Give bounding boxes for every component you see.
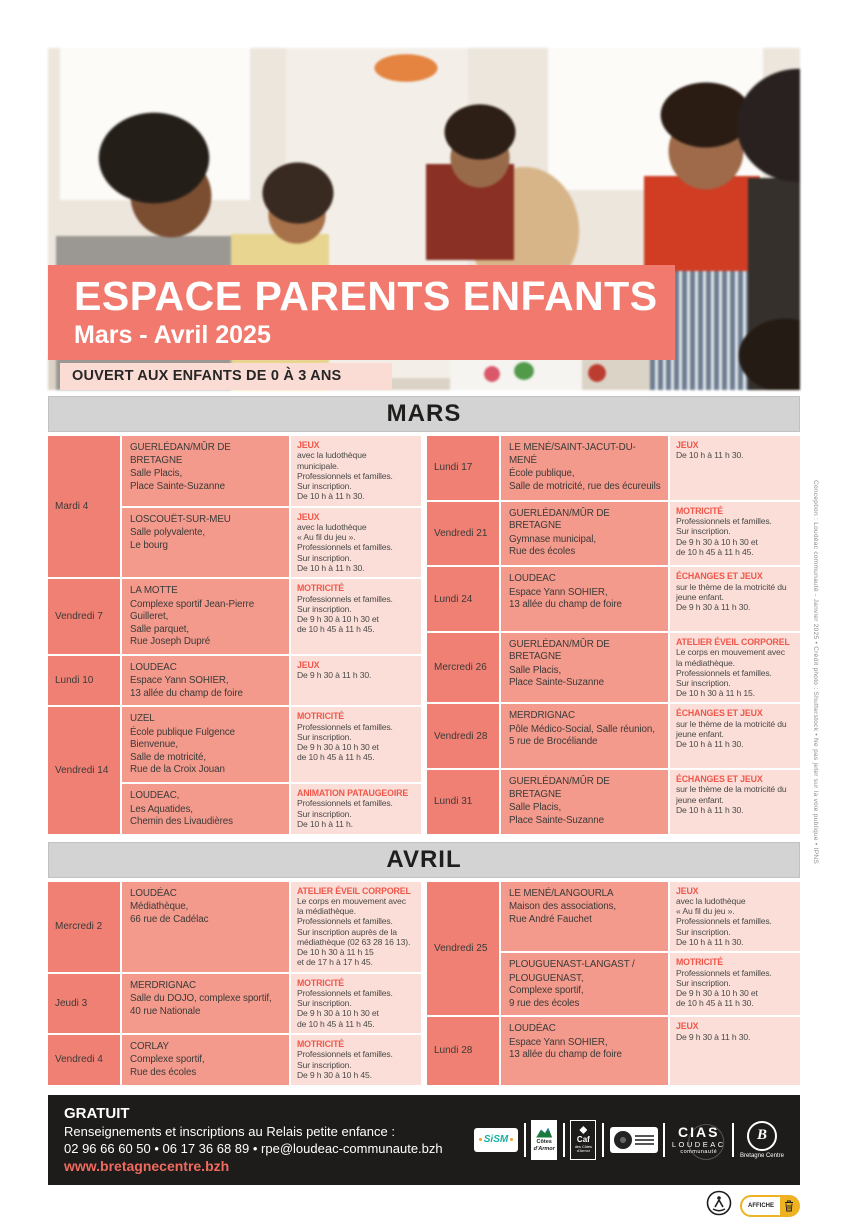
- activity-cell: [670, 567, 800, 631]
- activity-title: MOTRICITÉ: [297, 1038, 345, 1049]
- activity-line: la médiathèque.: [297, 906, 356, 917]
- activity-cell: [670, 1017, 800, 1084]
- location-name: LOUDEAC: [509, 573, 556, 585]
- logo-dot: [479, 1138, 482, 1141]
- age-note-strip: OUVERT AUX ENFANTS DE 0 À 3 ANS: [60, 363, 392, 390]
- location-cell: [501, 882, 668, 952]
- schedule-entry: [122, 784, 421, 834]
- affiche-label: AFFICHE: [742, 1197, 780, 1215]
- activity-line: De 10 h à 11 h.: [297, 818, 353, 829]
- partner-emblem-icon: [614, 1131, 632, 1149]
- location-name: GUERLÉDAN/MÛR DE BRETAGNE: [509, 775, 610, 800]
- activity-line: avec la ludothèque: [297, 450, 367, 461]
- page-title: ESPACE PARENTS ENFANTS: [74, 273, 658, 319]
- bretagne-monogram: B: [756, 1127, 767, 1143]
- location-line: Rue André Fauchet: [509, 913, 592, 925]
- schedule-entry: [122, 1035, 421, 1085]
- activity-title: ATELIER ÉVEIL CORPOREL: [676, 636, 790, 647]
- location-line: Rue des écoles: [509, 546, 576, 558]
- row-entries: [122, 656, 421, 706]
- schedule-entry: [501, 567, 800, 631]
- location-line: Les Aquatides,: [130, 803, 193, 815]
- location-line: 13 allée du champ de foire: [130, 687, 243, 699]
- logo-text-bar: [635, 1135, 654, 1137]
- schedule-column: [427, 436, 800, 834]
- activity-line: De 10 h à 11 h 30.: [676, 450, 744, 461]
- schedule-column: [48, 436, 421, 834]
- activity-line: « Au fil du jeu ».: [676, 906, 735, 917]
- schedule-row: [427, 770, 800, 834]
- location-name: GUERLÉDAN/MÛR DE BRETAGNE: [130, 442, 231, 466]
- activity-title: ÉCHANGES ET JEUX: [676, 708, 763, 719]
- activity-cell: [670, 770, 800, 834]
- activity-line: De 10 h 30 à 11 h 15: [297, 947, 374, 958]
- side-credit-text: Conception : Loudéac communauté - Janvier 2025 • Crédit photo : Shutterstock • Ne pas jeter sur la voie publique • IPNS: [812, 480, 819, 864]
- activity-line: Le corps en mouvement avec: [676, 647, 785, 658]
- activity-cell: [291, 579, 421, 654]
- activity-line: Sur inscription.: [297, 552, 352, 563]
- activity-line: municipale.: [297, 460, 339, 471]
- activity-line: Sur inscription.: [676, 526, 731, 537]
- activity-line: jeune enfant.: [676, 729, 724, 740]
- schedule-entry: [501, 953, 800, 1015]
- recycling-icons-row: [48, 1191, 800, 1221]
- activity-line: de 10 h 45 à 11 h 30.: [676, 998, 754, 1009]
- location-cell: [122, 707, 289, 782]
- activity-line: De 9 h 30 à 10 h 30 et: [297, 742, 379, 753]
- activity-line: jeune enfant.: [676, 591, 724, 602]
- schedule-row: [427, 704, 800, 768]
- activity-line: « Au fil du jeu ».: [297, 532, 356, 543]
- location-line: Rue Joseph Dupré: [130, 636, 211, 648]
- activity-cell: [670, 953, 800, 1015]
- location-cell: [501, 704, 668, 768]
- activity-cell: [291, 784, 421, 834]
- date-cell: Vendredi 14: [48, 707, 120, 833]
- activity-line: Sur inscription.: [297, 1059, 352, 1070]
- location-cell: [122, 882, 289, 972]
- activity-line: De 10 h à 11 h 30.: [676, 936, 744, 947]
- location-name: LE MENÉ/LANGOURLA: [509, 887, 614, 899]
- cotes-armor-label: Côtes: [536, 1138, 552, 1145]
- row-entries: [501, 770, 800, 834]
- location-line: 5 rue de Brocéliande: [509, 736, 598, 748]
- location-line: Salle parquet,: [130, 623, 190, 635]
- location-line: Chemin des Livaudières: [130, 816, 233, 828]
- location-cell: [122, 974, 289, 1033]
- location-line: Espace Yann SOHIER,: [509, 1036, 608, 1048]
- location-line: Espace Yann SOHIER,: [509, 586, 608, 598]
- location-cell: [122, 656, 289, 706]
- activity-cell: [291, 656, 421, 706]
- header-photo: [48, 48, 800, 390]
- row-entries: [122, 707, 421, 833]
- activity-title: JEUX: [297, 511, 320, 522]
- bretagne-centre-label: Bretagne Centre: [739, 1152, 784, 1159]
- location-line: Salle du DOJO, complexe sportif,: [130, 993, 272, 1005]
- activity-line: Professionnels et familles.: [297, 470, 393, 481]
- activity-line: Professionnels et familles.: [676, 967, 772, 978]
- location-cell: [122, 508, 289, 578]
- schedule-row: [427, 882, 800, 1016]
- activity-line: de 10 h 45 à 11 h 45.: [297, 1018, 375, 1029]
- activity-line: sur le thème de la motricité du: [676, 581, 787, 592]
- bretagne-centre-monogram-icon: [747, 1121, 777, 1151]
- date-cell: Lundi 24: [427, 567, 499, 631]
- activity-line: Sur inscription.: [676, 977, 731, 988]
- date-cell: Mercredi 2: [48, 882, 120, 972]
- activity-line: avec la ludothèque: [297, 522, 367, 532]
- location-line: Place Sainte-Suzanne: [509, 814, 604, 826]
- location-name: PLOUGUENAST-LANGAST /: [509, 959, 635, 971]
- website-link: www.bretagnecentre.bzh: [64, 1158, 230, 1174]
- schedule-entry: [501, 882, 800, 952]
- activity-title: JEUX: [676, 1021, 699, 1032]
- activity-line: De 10 h à 11 h 30.: [676, 739, 744, 750]
- date-cell: Jeudi 3: [48, 974, 120, 1033]
- footer-contact-block: [64, 1105, 464, 1174]
- partner-badge-logo: [610, 1127, 658, 1153]
- activity-line: Sur inscription auprès de la: [297, 926, 397, 937]
- schedule-entry: [122, 707, 421, 782]
- activity-line: sur le thème de la motricité du: [676, 718, 787, 729]
- location-line: Place Sainte-Suzanne: [130, 480, 225, 492]
- location-line: Salle de motricité, rue des écureuils: [509, 480, 661, 492]
- activity-line: Sur inscription.: [676, 926, 731, 937]
- activity-title: JEUX: [297, 659, 320, 670]
- activity-line: de 10 h 45 à 11 h 45.: [297, 624, 375, 635]
- month-section-avril: [48, 842, 800, 1085]
- schedule-column: [48, 882, 421, 1085]
- date-cell: Vendredi 7: [48, 579, 120, 654]
- activity-line: De 9 h 30 à 11 h 30.: [297, 670, 372, 681]
- activity-line: De 9 h 30 à 10 h 30 et: [297, 613, 379, 624]
- schedule-entry: [122, 508, 421, 578]
- activity-line: médiathèque (02 63 28 16 13).: [297, 936, 411, 947]
- location-name: GUERLÉDAN/MÛR DE BRETAGNE: [509, 638, 610, 663]
- activity-line: Professionnels et familles.: [676, 916, 772, 927]
- row-entries: [501, 1017, 800, 1084]
- schedule-row: [48, 974, 421, 1033]
- date-cell: Lundi 28: [427, 1017, 499, 1084]
- cotes-armor-label: d'Armor: [533, 1145, 555, 1152]
- date-cell: Lundi 10: [48, 656, 120, 706]
- caf-logo: [570, 1120, 596, 1160]
- location-cell: [122, 579, 289, 654]
- activity-line: avec la ludothèque: [676, 896, 746, 907]
- date-cell: Lundi 31: [427, 770, 499, 834]
- activity-line: De 9 h 30 à 10 h 30 et: [676, 988, 758, 999]
- location-line: 40 rue Nationale: [130, 1005, 201, 1017]
- schedule-row: [48, 579, 421, 654]
- bretagne-centre-logo: [740, 1121, 784, 1159]
- activity-line: Professionnels et familles.: [676, 667, 772, 678]
- activity-title: ATELIER ÉVEIL CORPOREL: [297, 885, 411, 896]
- month-title-bar: MARS: [48, 396, 800, 432]
- schedule-entry: [501, 633, 800, 703]
- location-name: CORLAY: [130, 1040, 169, 1052]
- activity-cell: [670, 633, 800, 703]
- activity-line: sur le thème de la motricité du: [676, 784, 787, 795]
- caf-logo-sublabel: des Côtes d'Armor: [574, 1145, 592, 1153]
- info-line: Renseignements et inscriptions au Relais petite enfance :: [64, 1124, 395, 1139]
- schedule-entry: [122, 656, 421, 706]
- location-line: Complexe sportif,: [509, 985, 584, 997]
- location-line: Rue des écoles: [130, 1066, 197, 1078]
- activity-line: Professionnels et familles.: [297, 798, 393, 809]
- location-name: UZEL: [130, 713, 155, 725]
- partner-text-lines: [635, 1135, 654, 1145]
- activity-title: MOTRICITÉ: [676, 505, 724, 516]
- activity-cell: [670, 436, 800, 500]
- month-section-mars: [48, 396, 800, 834]
- activity-cell: [670, 502, 800, 566]
- location-cell: [122, 784, 289, 834]
- location-line: Salle Placis,: [130, 468, 183, 480]
- location-cell: [122, 1035, 289, 1085]
- date-cell: Vendredi 4: [48, 1035, 120, 1085]
- location-line: Médiathèque,: [130, 901, 189, 913]
- activity-cell: [291, 508, 421, 578]
- schedule-row: [427, 1017, 800, 1084]
- location-cell: [501, 770, 668, 834]
- logo-separator: [524, 1123, 526, 1157]
- schedule-entry: [501, 502, 800, 566]
- activity-title: ANIMATION PATAUGEOIRE: [297, 788, 409, 798]
- activity-title: MOTRICITÉ: [297, 977, 345, 988]
- schedule-row: [427, 633, 800, 703]
- logo-separator: [563, 1123, 565, 1157]
- activity-title: MOTRICITÉ: [297, 583, 345, 594]
- schedule-entry: [501, 770, 800, 834]
- date-cell: Mercredi 26: [427, 633, 499, 703]
- location-line: École publique Fulgence Bienvenue,: [130, 726, 235, 751]
- activity-title: ÉCHANGES ET JEUX: [676, 571, 763, 582]
- location-name: MERDRIGNAC: [130, 979, 196, 991]
- location-name: LOUDEAC,: [130, 790, 180, 801]
- location-name: LOUDÉAC: [130, 887, 177, 899]
- logo-separator: [602, 1123, 604, 1157]
- activity-line: Sur inscription.: [676, 677, 731, 688]
- location-line: Salle Placis,: [509, 664, 562, 676]
- location-name: LOSCOUËT-SUR-MEU: [130, 513, 231, 525]
- row-entries: [501, 882, 800, 1016]
- location-cell: [501, 567, 668, 631]
- activity-line: Professionnels et familles.: [297, 721, 393, 732]
- activity-line: De 10 h à 11 h 30.: [676, 804, 744, 815]
- activity-line: Le corps en mouvement avec: [297, 896, 406, 907]
- cias-logo-label: CIAS: [678, 1124, 720, 1140]
- date-cell: Vendredi 21: [427, 502, 499, 566]
- location-line: 9 rue des écoles: [509, 997, 580, 1009]
- activity-line: Sur inscription.: [297, 481, 352, 492]
- cotes-armor-graphic: [536, 1128, 552, 1138]
- location-cell: [122, 436, 289, 506]
- activity-line: et de 17 h à 17 h 45.: [297, 957, 373, 968]
- activity-cell: [670, 882, 800, 952]
- activity-line: De 9 h 30 à 10 h 30 et: [297, 1008, 379, 1019]
- free-label: GRATUIT: [64, 1105, 130, 1122]
- schedule-row: [427, 567, 800, 631]
- location-line: 66 rue de Cadélac: [130, 913, 209, 925]
- location-line: Le bourg: [130, 539, 168, 551]
- location-line: École publique,: [509, 468, 575, 480]
- activity-line: Professionnels et familles.: [297, 542, 393, 553]
- date-cell: Lundi 17: [427, 436, 499, 500]
- affiche-sorting-badge: [740, 1195, 800, 1217]
- location-cell: [501, 436, 668, 500]
- row-entries: [501, 704, 800, 768]
- location-name: LA MOTTE: [130, 585, 178, 597]
- activity-line: De 9 h 30 à 10 h 30 et: [676, 536, 758, 547]
- trash-bin-icon: [780, 1200, 798, 1212]
- location-name: GUERLÉDAN/MÛR DE BRETAGNE: [509, 507, 610, 532]
- page-subtitle: Mars - Avril 2025: [74, 321, 271, 350]
- row-entries: [122, 882, 421, 972]
- activity-line: de 10 h 45 à 11 h 45.: [676, 546, 754, 557]
- activity-line: la médiathèque.: [676, 657, 735, 668]
- contact-line: 02 96 66 60 50 • 06 17 36 68 89 • rpe@loudeac-communaute.bzh: [64, 1141, 443, 1156]
- activity-line: De 10 h 30 à 11 h 15.: [676, 688, 755, 699]
- activity-line: de 10 h 45 à 11 h 45.: [297, 752, 375, 763]
- activity-line: Sur inscription.: [297, 603, 352, 614]
- footer-bar: [48, 1095, 800, 1185]
- schedule-entry: [501, 436, 800, 500]
- location-name: LOUDÉAC: [509, 1023, 556, 1035]
- location-line: Salle polyvalente,: [130, 527, 205, 539]
- location-cell: [501, 502, 668, 566]
- row-entries: [501, 436, 800, 500]
- location-line: Salle de motricité,: [130, 751, 206, 763]
- logo-dot: [510, 1138, 513, 1141]
- activity-cell: [291, 1035, 421, 1085]
- location-line: Maison des associations,: [509, 901, 617, 913]
- location-cell: [501, 1017, 668, 1084]
- location-line: Complexe sportif,: [130, 1054, 205, 1066]
- activity-cell: [291, 707, 421, 782]
- activity-title: JEUX: [676, 440, 699, 450]
- month-columns: [48, 882, 800, 1085]
- schedule-row: [48, 1035, 421, 1085]
- cias-logo-label: LOUDEAC: [671, 1140, 726, 1149]
- activity-line: Professionnels et familles.: [297, 593, 393, 604]
- location-line: Rue de la Croix Jouan: [130, 764, 225, 776]
- location-line: Espace Yann SOHIER,: [130, 675, 229, 687]
- schedule-column: [427, 882, 800, 1085]
- schedule-row: [427, 436, 800, 500]
- activity-line: De 10 h à 11 h 30.: [297, 562, 365, 573]
- cias-logo-label: communauté: [680, 1149, 718, 1155]
- date-cell: Mardi 4: [48, 436, 120, 577]
- activity-title: JEUX: [676, 885, 699, 896]
- location-line: Salle Placis,: [509, 802, 562, 814]
- schedule-entry: [501, 1017, 800, 1084]
- location-line: 13 allée du champ de foire: [509, 1049, 622, 1061]
- schedule-row: [48, 436, 421, 577]
- activity-line: De 10 h à 11 h 30.: [297, 491, 365, 502]
- activity-title: MOTRICITÉ: [297, 711, 345, 722]
- republique-emblem-icon: [579, 1126, 587, 1134]
- row-entries: [122, 974, 421, 1033]
- activity-line: Sur inscription.: [297, 808, 352, 819]
- location-cell: [501, 953, 668, 1015]
- date-cell: Vendredi 28: [427, 704, 499, 768]
- row-entries: [122, 579, 421, 654]
- activity-line: Professionnels et familles.: [297, 916, 393, 927]
- activity-line: jeune enfant.: [676, 794, 724, 805]
- location-line: 13 allée du champ de foire: [509, 599, 622, 611]
- caf-logo-label: Caf: [576, 1135, 590, 1144]
- location-line: Place Sainte-Suzanne: [509, 677, 604, 689]
- location-line: PLOUGUENAST,: [509, 972, 584, 984]
- location-line: Gymnase municipal,: [509, 533, 596, 545]
- schedule-row: [48, 882, 421, 972]
- row-entries: [122, 1035, 421, 1085]
- activity-line: Sur inscription.: [297, 998, 352, 1009]
- schedule-entry: [122, 882, 421, 972]
- logo-separator: [663, 1123, 665, 1157]
- schedule-entry: [122, 436, 421, 506]
- logo-text-bar: [635, 1143, 654, 1145]
- row-entries: [501, 502, 800, 566]
- date-cell: Vendredi 25: [427, 882, 499, 1016]
- cotes-armor-logo: [531, 1120, 557, 1160]
- row-entries: [501, 633, 800, 703]
- schedule-row: [48, 707, 421, 833]
- activity-cell: [291, 974, 421, 1033]
- location-name: LE MENÉ/SAINT-JACUT-DU-MENÉ: [509, 442, 636, 466]
- activity-line: De 9 h 30 à 11 h 30.: [676, 1031, 751, 1042]
- sism-logo: [474, 1128, 518, 1152]
- logo-separator: [732, 1123, 734, 1157]
- month-title-bar: AVRIL: [48, 842, 800, 878]
- activity-line: Professionnels et familles.: [297, 988, 393, 999]
- activity-title: JEUX: [297, 440, 320, 450]
- location-name: LOUDEAC: [130, 661, 177, 673]
- row-entries: [122, 436, 421, 577]
- location-name: MERDRIGNAC: [509, 710, 575, 722]
- partner-logos: [474, 1120, 784, 1160]
- triman-recycling-icon: [706, 1190, 732, 1221]
- activity-cell: [291, 436, 421, 506]
- cias-loudeac-logo: [671, 1124, 727, 1155]
- schedule-entry: [122, 579, 421, 654]
- location-line: Complexe sportif Jean-Pierre Guilleret,: [130, 598, 255, 623]
- sism-logo-label: SiSM: [483, 1134, 509, 1145]
- schedule-entry: [501, 704, 800, 768]
- activity-title: MOTRICITÉ: [676, 957, 724, 968]
- title-banner: [48, 265, 675, 360]
- month-columns: [48, 436, 800, 834]
- logo-text-bar: [635, 1139, 654, 1141]
- activity-cell: [291, 882, 421, 972]
- activity-line: De 9 h 30 à 10 h 45.: [297, 1069, 372, 1080]
- activity-line: Professionnels et familles.: [297, 1049, 393, 1060]
- row-entries: [501, 567, 800, 631]
- schedule-row: [48, 656, 421, 706]
- schedule-row: [427, 502, 800, 566]
- schedule-entry: [122, 974, 421, 1033]
- activity-line: De 9 h 30 à 11 h 30.: [676, 602, 751, 613]
- activity-title: ÉCHANGES ET JEUX: [676, 773, 763, 784]
- schedule-content: [48, 396, 800, 1221]
- activity-line: Professionnels et familles.: [676, 516, 772, 527]
- location-line: Pôle Médico-Social, Salle réunion,: [509, 723, 655, 735]
- activity-line: Sur inscription.: [297, 732, 352, 743]
- activity-cell: [670, 704, 800, 768]
- location-cell: [501, 633, 668, 703]
